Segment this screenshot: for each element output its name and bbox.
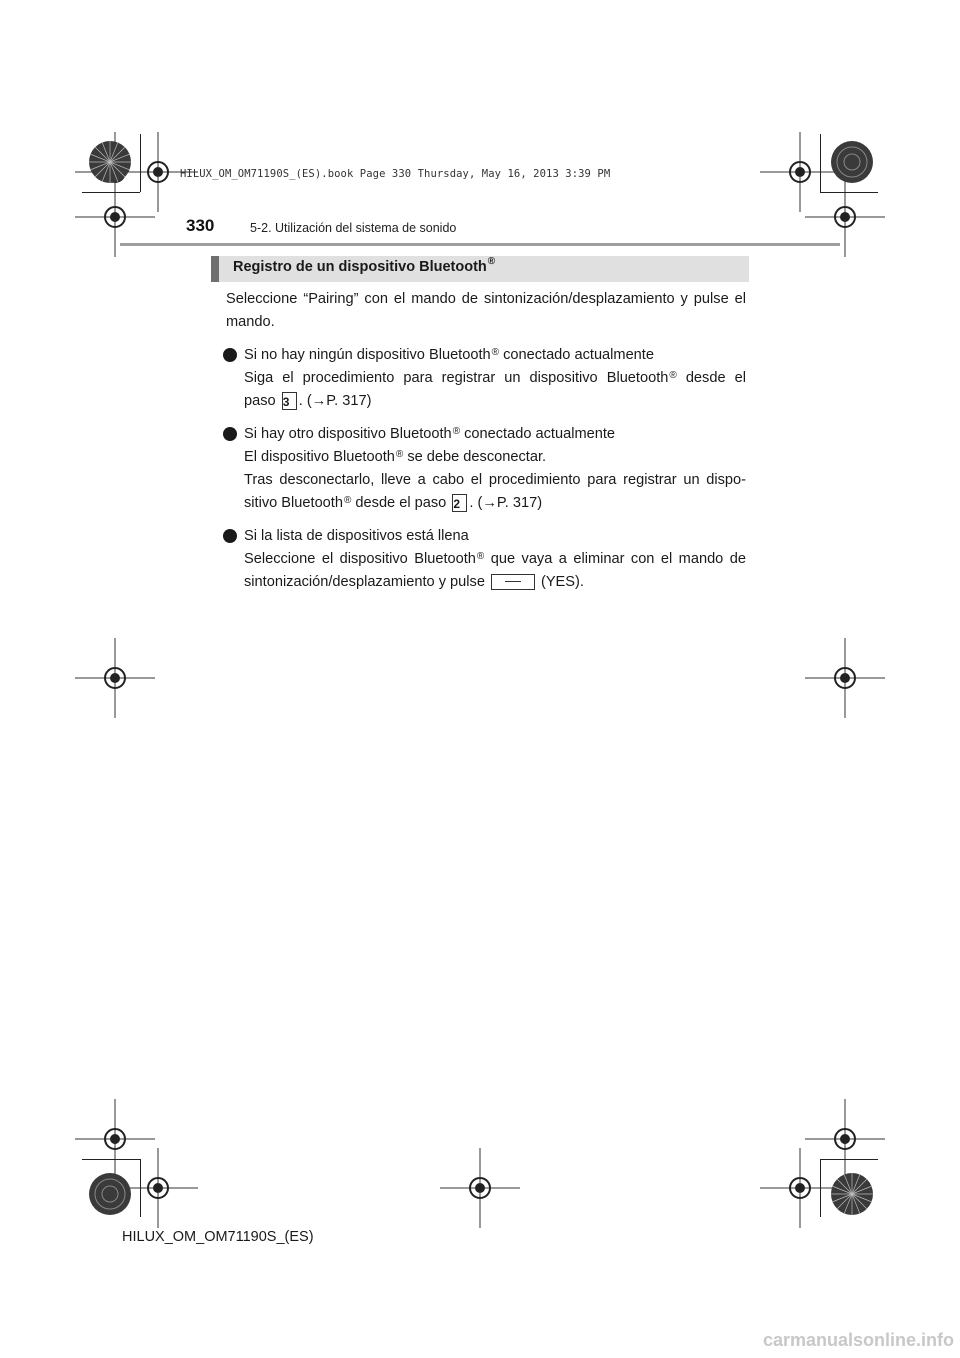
crop-mark (140, 134, 141, 192)
print-rosette-icon (88, 140, 132, 184)
bullet-title: Si no hay ningún dispositivo Bluetooth® conectado actualmente (244, 347, 654, 363)
step-number-badge: 2 (452, 494, 467, 512)
print-rosette-icon (88, 1172, 132, 1216)
watermark: carmanualsonline.info (763, 1330, 955, 1350)
bullet-icon (223, 529, 237, 543)
registration-mark-icon (805, 638, 885, 718)
bullet-line: sitivo Bluetooth® desde el paso 2 . (→P. 317) (244, 495, 543, 512)
bullet-item (226, 344, 746, 413)
heading-box (211, 256, 749, 282)
heading-title: Registro de un dispositivo Bluetooth® (233, 256, 496, 275)
crop-mark (820, 1159, 878, 1160)
bullet-line: paso 3 . (→P. 317) (244, 393, 372, 410)
footer-code: HILUX_OM_OM71190S_(ES) (122, 1229, 314, 1245)
bullet-item (226, 423, 746, 515)
print-rosette-icon (830, 140, 874, 184)
page-number: 330 (186, 216, 215, 235)
intro-paragraph: Seleccione “Pairing” con el mando de sintonización/desplazamiento y pulse el mando. (226, 291, 746, 330)
step-number-badge: 3 (282, 392, 297, 410)
bullet-line: Seleccione el dispositivo Bluetooth® que vaya a eliminar con el mando de (244, 551, 746, 567)
bullet-line: Siga el procedimiento para registrar un dispositivo Bluetooth® desde el (244, 370, 746, 386)
bullet-title: Si la lista de dispositivos está llena (244, 528, 469, 544)
crop-mark (82, 192, 140, 193)
registration-mark-icon (440, 1148, 520, 1228)
dash-key-icon (491, 574, 535, 590)
bullet-icon (223, 348, 237, 362)
crop-mark (82, 1159, 140, 1160)
header-rule (120, 243, 840, 246)
section-title: 5-2. Utilización del sistema de sonido (250, 221, 457, 235)
body-text (226, 288, 746, 594)
registration-mark-icon (760, 1148, 840, 1228)
bullet-icon (223, 427, 237, 441)
crop-mark (820, 134, 821, 192)
print-rosette-icon (830, 1172, 874, 1216)
crop-mark (140, 1159, 141, 1217)
crop-mark (820, 1159, 821, 1217)
bullet-title: Si hay otro dispositivo Bluetooth® conectado actualmente (244, 426, 616, 442)
registration-mark-icon (75, 638, 155, 718)
bullet-line: Tras desconectarlo, lleve a cabo el procedimiento para registrar un dispo- (244, 472, 746, 488)
bullet-item (226, 525, 746, 594)
book-stamp: HILUX_OM_OM71190S_(ES).book Page 330 Thursday, May 16, 2013 3:39 PM (180, 168, 611, 180)
bullet-line: El dispositivo Bluetooth® se debe desconectar. (244, 449, 547, 465)
bullet-line: sintonización/desplazamiento y pulse (YES). (244, 574, 584, 590)
crop-mark (820, 192, 878, 193)
